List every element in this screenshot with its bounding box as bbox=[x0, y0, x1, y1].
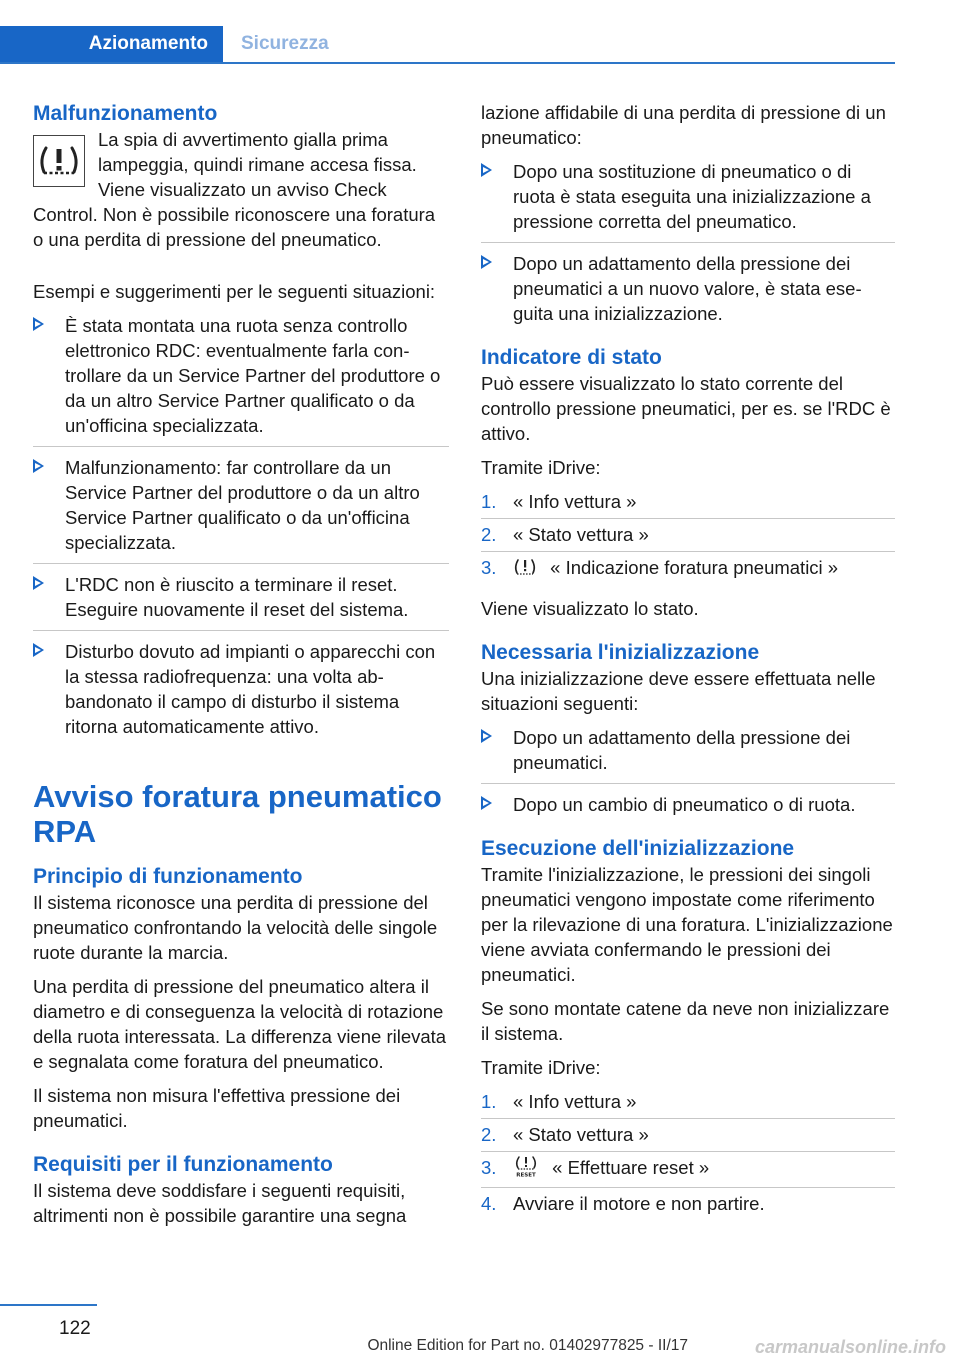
malfunzionamento-block bbox=[33, 127, 449, 261]
list-item bbox=[481, 555, 895, 587]
requisiti-text: Il sistema deve soddisfare i seguenti requisiti, altrimenti non è possibile garantire una segna bbox=[33, 1180, 407, 1226]
step-text: « Indicazione foratura pneumatici » bbox=[550, 557, 839, 578]
step-text: « Stato vettura » bbox=[513, 524, 649, 545]
tramite-idrive-2: Tramite iDrive: bbox=[481, 1057, 601, 1078]
step-number: 1. bbox=[481, 491, 497, 512]
esecuzione-p1: Tramite l'inizializzazione, le pressioni dei singoli pneumatici vengono impostate come riferimento per la rilevazione di una foratura. L'inizializzazione viene avviata confermando le pressioni dei pneumatici. bbox=[481, 864, 893, 985]
indicatore-text: Può essere visualizzato lo stato corrente del controllo pressione pneumatici, per es. se l'RDC è attivo. bbox=[481, 373, 891, 444]
tab-azionamento[interactable]: Azionamento bbox=[0, 26, 223, 62]
tire-pressure-warning-icon bbox=[33, 135, 85, 187]
list-item: Disturbo dovuto ad impianti o apparecchi con la stessa radiofrequenza: una volta abbandonato il campo di disturbo il sistema ritorna automaticamente attivo. bbox=[33, 630, 449, 739]
heading-esecuzione: Esecuzione dell'inizializzazione bbox=[481, 837, 795, 860]
list-item bbox=[481, 1155, 895, 1188]
malfunzionamento-text: La spia di avvertimento gialla prima lampeggia, quindi rimane accesa fissa. Viene visualizzato un avviso Check Control. Non è possibile riconoscere una foratura o una perdita di pressione del pneumatico. bbox=[33, 129, 436, 250]
step-text: « Effettuare reset » bbox=[552, 1157, 710, 1178]
right-column bbox=[481, 100, 895, 1229]
heading-malfunzionamento: Malfunzionamento bbox=[33, 102, 218, 125]
esempi-list bbox=[33, 313, 449, 739]
step-number: 1. bbox=[481, 1091, 497, 1112]
footer-rule bbox=[0, 1304, 97, 1306]
list-item bbox=[481, 489, 895, 519]
step-text: « Info vettura » bbox=[513, 1091, 637, 1112]
step-text: « Info vettura » bbox=[513, 491, 637, 512]
heading-necessaria: Necessaria l'inizializzazione bbox=[481, 641, 760, 664]
edition-text: Online Edition for Part no. 01402977825 - II/17 bbox=[367, 1337, 688, 1354]
principio-p2: Una perdita di pressione del pneumatico altera il diametro e di conseguenza la velocità di rotazione della ruota interessata. La differenza viene rilevata e segnalata come foratura del pneumatico. bbox=[33, 976, 447, 1072]
heading-requisiti: Requisiti per il funzionamento bbox=[33, 1153, 333, 1176]
watermark: carmanualsonline.info bbox=[754, 1337, 946, 1357]
heading-rpa: Avviso foratura pneumatico RPA bbox=[33, 779, 442, 849]
steps-stato bbox=[481, 489, 895, 587]
list-item: Dopo un adattamento della pressione dei pneumatici a un nuovo valore, è stata eseguita una inizializzazione. bbox=[481, 242, 895, 326]
list-item bbox=[481, 1191, 895, 1220]
necessaria-text: Una inizializzazione deve essere effettuata nelle situazioni seguenti: bbox=[481, 668, 876, 714]
requisiti-list bbox=[481, 159, 895, 326]
list-item bbox=[481, 1122, 895, 1152]
necessaria-list bbox=[481, 725, 895, 817]
page-number: 122 bbox=[59, 1318, 91, 1339]
esempi-intro: Esempi e suggerimenti per le seguenti situazioni: bbox=[33, 281, 436, 302]
step-number: 2. bbox=[481, 1124, 497, 1145]
principio-p1: Il sistema riconosce una perdita di pressione del pneumatico confrontando la velocità delle singole ruote durante la marcia. bbox=[33, 892, 438, 963]
tire-reset-icon bbox=[513, 1155, 539, 1183]
stato-text: Viene visualizzato lo stato. bbox=[481, 598, 699, 619]
list-item bbox=[481, 1089, 895, 1119]
step-number: 2. bbox=[481, 524, 497, 545]
list-item: Malfunzionamento: far controllare da un Service Partner del produttore o da un altro Service Partner qualificato o da un'officina specializzata. bbox=[33, 446, 449, 555]
list-item: L'RDC non è riuscito a terminare il reset. Eseguire nuovamente il reset del sistema. bbox=[33, 563, 449, 622]
list-item: È stata montata una ruota senza controllo elettronico RDC: eventualmente farla controllare da un Service Partner del produttore o da un altro Service Partner qualificato o da un'officina specializzata. bbox=[33, 313, 449, 438]
list-item: Dopo un adattamento della pressione dei pneumatici. bbox=[481, 725, 895, 775]
step-number: 4. bbox=[481, 1193, 497, 1214]
left-column bbox=[33, 100, 449, 1237]
reset-icon-label: RESET bbox=[516, 1172, 536, 1177]
step-number: 3. bbox=[481, 557, 497, 578]
esecuzione-p2: Se sono montate catene da neve non inizializzare il sistema. bbox=[481, 998, 890, 1044]
heading-principio: Principio di funzionamento bbox=[33, 865, 303, 888]
header-bar bbox=[0, 26, 895, 64]
step-number: 3. bbox=[481, 1157, 497, 1178]
tab-sicurezza[interactable]: Sicurezza bbox=[241, 33, 329, 54]
step-text: « Stato vettura » bbox=[513, 1124, 649, 1145]
list-item bbox=[481, 522, 895, 552]
list-item: Dopo una sostituzione di pneumatico o di ruota è stata eseguita una inizializzazione a pressione corretta del pneumatico. bbox=[481, 159, 895, 234]
continued-text: lazione affidabile di una perdita di pressione di un pneumatico: bbox=[481, 102, 886, 148]
heading-indicatore: Indicatore di stato bbox=[481, 346, 662, 369]
step-text: Avviare il motore e non partire. bbox=[513, 1193, 765, 1214]
tramite-idrive-1: Tramite iDrive: bbox=[481, 457, 601, 478]
list-item: Dopo un cambio di pneumatico o di ruota. bbox=[481, 783, 895, 817]
steps-reset bbox=[481, 1089, 895, 1220]
tire-warning-icon bbox=[513, 557, 537, 583]
principio-p3: Il sistema non misura l'effettiva pressione dei pneumatici. bbox=[33, 1085, 401, 1131]
